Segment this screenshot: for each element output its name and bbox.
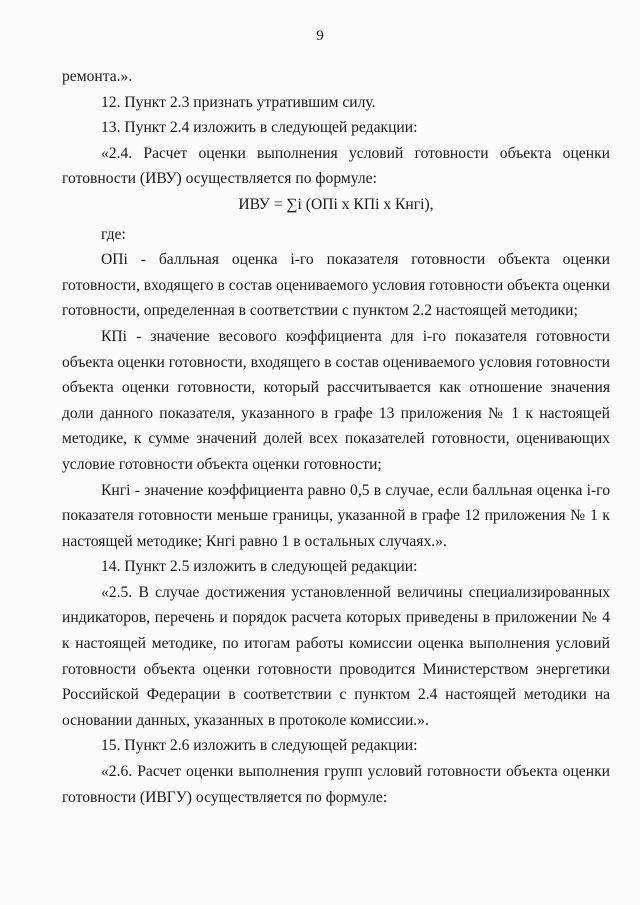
page-number: 9 [316,28,324,44]
paragraph-clause-2-4: «2.4. Расчет оценки выполнения условий готовности объекта оценки готовности (ИВУ) осуществляется по формуле: [62,144,610,188]
paragraph-item-14: 14. Пункт 2.5 изложить в следующей редакции: [101,558,418,576]
paragraph-item-15: 15. Пункт 2.6 изложить в следующей редакции: [101,737,418,755]
paragraph-item-13: 13. Пункт 2.4 изложить в следующей редакции: [101,119,418,137]
paragraph-def-kngi: Кнгi - значение коэффициента равно 0,5 в случае, если балльная оценка i-го показателя готовности меньше границы, указанной в графе 12 приложения № 1 к настоящей методике; Кнгi равно 1 в остальных случаях.». [62,481,610,550]
document-body [62,64,610,810]
paragraph-item-12: 12. Пункт 2.3 признать утратившим силу. [101,93,376,111]
paragraph-continuation: ремонта.». [62,68,133,85]
paragraph-clause-2-5: «2.5. В случае достижения установленной величины специализированных индикаторов, перечень и порядок расчета которых приведены в приложении № 4 к настоящей методике, по итогам работы комиссии оценка выполнения условий готовности объекта оценки готовности проводится Министерством энергетики Российской Федерации в соответствии с пунктом 2.4 настоящей методики на основании данных, указанных в протоколе комиссии.». [62,583,610,729]
paragraph-def-kpi: КПi - значение весового коэффициента для i-го показателя готовности объекта оценки готовности, входящего в состав оцениваемого условия готовности объекта оценки готовности, который рассчитывается как отношение значения доли данного показателя, указанного в графе 13 приложения № 1 к настоящей методике, к сумме значений долей всех показателей готовности, оценивающих условие готовности объекта оценки готовности; [62,327,610,473]
paragraph-clause-2-6: «2.6. Расчет оценки выполнения групп условий готовности объекта оценки готовности (ИВГУ) осуществляется по формуле: [62,763,610,806]
paragraph-def-opi: ОПi - балльная оценка i-го показателя готовности объекта оценки готовности, входящего в состав оцениваемого условия готовности объекта оценки готовности, определенная в соответствии с пунктом 2.2 настоящей методики; [62,251,610,320]
formula-ivu: ИВУ = ∑i (ОПi х КПi х Кнгi), [238,195,434,213]
paragraph-where: где: [101,225,126,243]
